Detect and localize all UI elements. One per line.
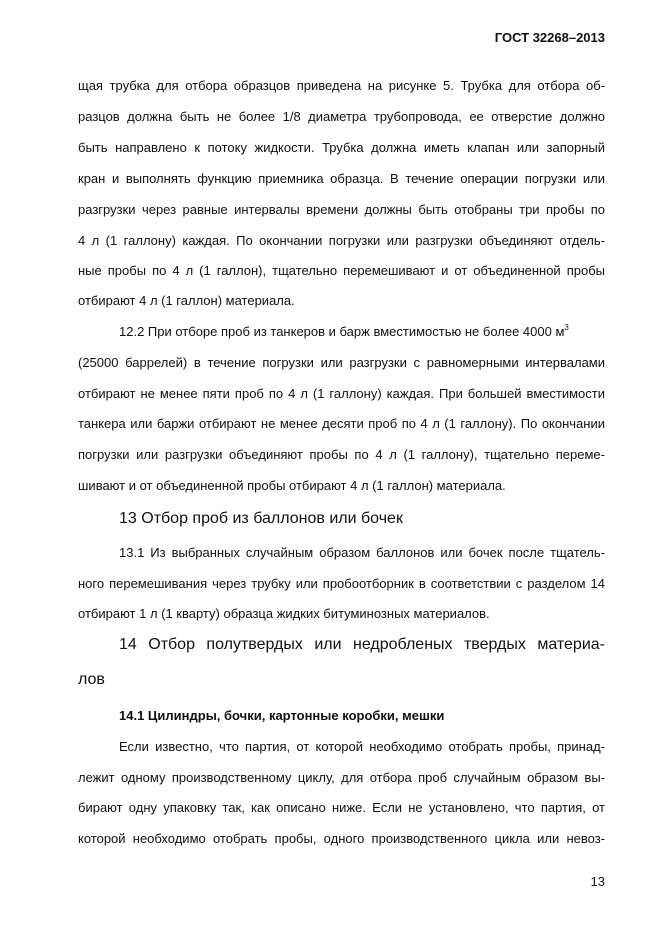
text-line: Если известно, что партия, от которой необходимо отобрать пробы, принад- bbox=[119, 739, 605, 754]
text-line: 4 л (1 галлону) каждая. По окончании погрузки или разгрузки объединяют отдель- bbox=[78, 233, 605, 248]
subsection-14-1-heading: 14.1 Цилиндры, бочки, картонные коробки, мешки bbox=[119, 708, 445, 723]
text-line: разгрузки через равные интервалы времени должны быть отобраны три пробы по bbox=[78, 202, 605, 217]
text-line: кран и выполнять функцию приемника образца. В течение операции погрузки или bbox=[78, 171, 605, 186]
text-line: бирают одну упаковку так, как описано ниже. Если не установлено, что партия, от bbox=[78, 800, 605, 815]
page-number: 13 bbox=[590, 874, 605, 889]
text-line: танкера или баржи отбирают не менее десяти проб по 4 л (1 галлону). По окончании bbox=[78, 416, 605, 431]
section-14-heading-continuation: лов bbox=[78, 671, 105, 688]
text-line: погрузки или разгрузки объединяют пробы по 4 л (1 галлону), тщательно переме- bbox=[78, 447, 605, 462]
text-line: ные пробы по 4 л (1 галлон), тщательно перемешивают и от объединенной пробы bbox=[78, 263, 605, 278]
text-line: 13.1 Из выбранных случайным образом баллонов или бочек после тщатель- bbox=[119, 545, 605, 560]
text-line: которой необходимо отобрать пробы, одного производственного цикла или невоз- bbox=[78, 831, 605, 846]
text-line: быть направлено к потоку жидкости. Трубка должна иметь клапан или запорный bbox=[78, 140, 605, 155]
text-line: (25000 баррелей) в течение погрузки или разгрузки с равномерными интервалами bbox=[78, 355, 605, 370]
text-line: щая трубка для отбора образцов приведена на рисунке 5. Трубка для отбора об- bbox=[78, 78, 605, 93]
text-line: лежит одному производственному циклу, для отбора проб случайным образом вы- bbox=[78, 770, 605, 785]
section-14-heading: 14 Отбор полутвердых или недробленых твердых материа- bbox=[119, 636, 605, 653]
text-line bbox=[119, 324, 605, 340]
text-line: отбирают 1 л (1 кварту) образца жидких битуминозных материалов. bbox=[78, 606, 490, 621]
text-line: отбирают не менее пяти проб по 4 л (1 галлону) каждая. При большей вместимости bbox=[78, 386, 605, 401]
text-line: разцов должна быть не более 1/8 диаметра трубопровода, ее отверстие должно bbox=[78, 109, 605, 124]
text-line: ного перемешивания через трубку или пробоотборник в соответствии с разделом 14 bbox=[78, 576, 605, 591]
superscript-cubic: 3 bbox=[564, 323, 569, 332]
section-13-heading: 13 Отбор проб из баллонов или бочек bbox=[119, 510, 403, 527]
text-line: отбирают 4 л (1 галлон) материала. bbox=[78, 293, 295, 308]
text-line-content: 12.2 При отборе проб из танкеров и барж вместимостью не более 4000 м bbox=[119, 324, 565, 339]
text-line: шивают и от объединенной пробы отбирают 4 л (1 галлон) материала. bbox=[78, 478, 506, 493]
document-header-gost-number: ГОСТ 32268–2013 bbox=[494, 30, 605, 45]
